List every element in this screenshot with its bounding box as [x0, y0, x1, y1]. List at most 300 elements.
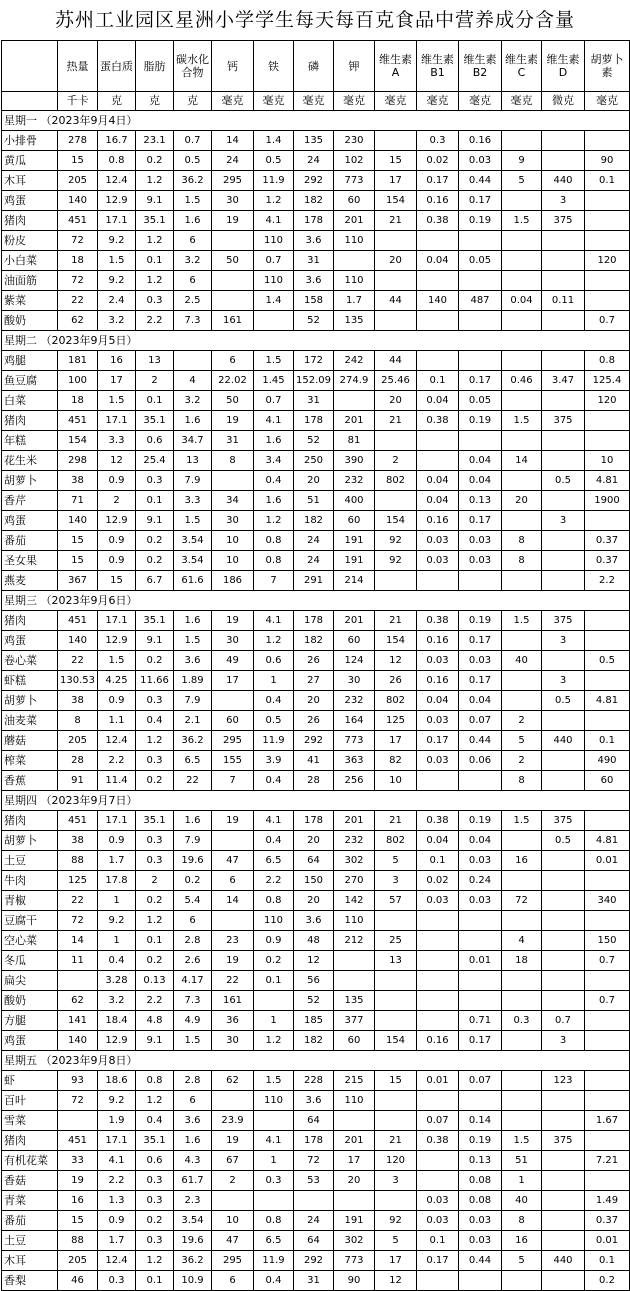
food-name-cell: 扁尖 — [2, 971, 58, 991]
value-cell: 0.3 — [136, 751, 174, 771]
day-label: 星期五 （2023年9月8日） — [2, 1051, 630, 1071]
table-row — [2, 991, 630, 1011]
value-cell: 0.16 — [459, 131, 502, 151]
value-cell: 34 — [212, 491, 254, 511]
value-cell — [212, 831, 254, 851]
value-cell — [375, 431, 417, 451]
value-cell: 3.2 — [98, 311, 136, 331]
value-cell: 0.7 — [585, 311, 630, 331]
value-cell: 11.4 — [98, 771, 136, 791]
value-cell: 0.01 — [585, 851, 630, 871]
value-cell: 0.38 — [417, 1131, 459, 1151]
value-cell: 16.7 — [98, 131, 136, 151]
value-cell: 182 — [294, 631, 334, 651]
value-cell: 377 — [334, 1011, 375, 1031]
value-cell: 17.1 — [98, 211, 136, 231]
value-cell: 60 — [334, 631, 375, 651]
value-cell: 8 — [502, 531, 542, 551]
value-cell — [334, 391, 375, 411]
value-cell: 0.8 — [254, 891, 294, 911]
header-cell: 热量 — [58, 41, 98, 92]
table-row — [2, 251, 630, 271]
value-cell — [585, 1031, 630, 1051]
value-cell: 0.5 — [174, 151, 212, 171]
value-cell: 102 — [334, 151, 375, 171]
value-cell — [585, 191, 630, 211]
value-cell: 0.7 — [542, 1011, 585, 1031]
value-cell: 19 — [212, 951, 254, 971]
value-cell: 120 — [585, 391, 630, 411]
value-cell: 0.2 — [585, 1271, 630, 1291]
table-row — [2, 611, 630, 631]
value-cell — [542, 951, 585, 971]
value-cell: 1.5 — [502, 611, 542, 631]
page-title: 苏州工业园区星洲小学学生每天每百克食品中营养成分含量 — [54, 9, 575, 31]
value-cell — [542, 351, 585, 371]
food-name-cell: 油麦菜 — [2, 711, 58, 731]
value-cell: 1.5 — [254, 351, 294, 371]
value-cell: 19 — [212, 611, 254, 631]
value-cell: 802 — [375, 831, 417, 851]
value-cell: 125 — [375, 711, 417, 731]
value-cell: 6 — [174, 911, 212, 931]
value-cell: 0.17 — [459, 191, 502, 211]
value-cell — [502, 191, 542, 211]
header-cell: 维生素B1 — [417, 41, 459, 92]
value-cell: 0.4 — [254, 831, 294, 851]
value-cell: 1.2 — [136, 1091, 174, 1111]
value-cell: 773 — [334, 171, 375, 191]
table-row — [2, 491, 630, 511]
value-cell: 38 — [58, 471, 98, 491]
value-cell: 7.3 — [174, 991, 212, 1011]
value-cell: 0.1 — [136, 1271, 174, 1291]
value-cell: 20 — [375, 391, 417, 411]
value-cell: 46 — [58, 1271, 98, 1291]
value-cell: 150 — [294, 871, 334, 891]
value-cell: 3.2 — [98, 991, 136, 1011]
value-cell: 57 — [375, 891, 417, 911]
table-row — [2, 651, 630, 671]
value-cell: 278 — [58, 131, 98, 151]
food-name-cell: 粉皮 — [2, 231, 58, 251]
value-cell: 2 — [502, 711, 542, 731]
value-cell: 0.9 — [254, 931, 294, 951]
value-cell: 21 — [375, 1131, 417, 1151]
food-name-cell: 牛肉 — [2, 871, 58, 891]
value-cell — [542, 651, 585, 671]
value-cell: 802 — [375, 471, 417, 491]
table-row — [2, 711, 630, 731]
value-cell: 0.3 — [136, 1171, 174, 1191]
table-row — [2, 171, 630, 191]
value-cell: 201 — [334, 811, 375, 831]
value-cell: 19 — [58, 1171, 98, 1191]
value-cell: 451 — [58, 411, 98, 431]
value-cell — [542, 971, 585, 991]
table-row — [2, 1231, 630, 1251]
value-cell: 0.17 — [459, 671, 502, 691]
table-row — [2, 1171, 630, 1191]
value-cell: 0.03 — [459, 651, 502, 671]
value-cell: 201 — [334, 211, 375, 231]
value-cell — [502, 691, 542, 711]
value-cell: 1.6 — [254, 431, 294, 451]
value-cell: 47 — [212, 1231, 254, 1251]
value-cell: 228 — [294, 1071, 334, 1091]
value-cell — [459, 311, 502, 331]
table-row — [2, 391, 630, 411]
value-cell: 120 — [375, 1151, 417, 1171]
value-cell: 0.08 — [459, 1191, 502, 1211]
header-cell: 维生素C — [502, 41, 542, 92]
value-cell: 17 — [212, 671, 254, 691]
value-cell: 140 — [58, 631, 98, 651]
value-cell: 91 — [58, 771, 98, 791]
value-cell: 0.5 — [254, 711, 294, 731]
value-cell: 0.17 — [459, 631, 502, 651]
value-cell: 3.28 — [98, 971, 136, 991]
value-cell: 0.38 — [417, 611, 459, 631]
table-row — [2, 891, 630, 911]
value-cell: 0.4 — [254, 691, 294, 711]
value-cell: 62 — [58, 311, 98, 331]
food-name-cell: 冬瓜 — [2, 951, 58, 971]
value-cell: 0.04 — [417, 691, 459, 711]
value-cell — [585, 1071, 630, 1091]
table-row — [2, 671, 630, 691]
value-cell: 1.5 — [502, 211, 542, 231]
value-cell: 0.8 — [98, 151, 136, 171]
value-cell: 178 — [294, 211, 334, 231]
value-cell: 0.3 — [136, 851, 174, 871]
value-cell — [585, 811, 630, 831]
value-cell: 0.19 — [459, 211, 502, 231]
value-cell: 12 — [98, 451, 136, 471]
value-cell: 0.8 — [254, 531, 294, 551]
value-cell: 24 — [294, 531, 334, 551]
value-cell — [502, 251, 542, 271]
value-cell: 0.03 — [459, 851, 502, 871]
value-cell: 0.8 — [254, 551, 294, 571]
value-cell: 19 — [212, 411, 254, 431]
value-cell: 140 — [58, 511, 98, 531]
value-cell: 72 — [294, 1151, 334, 1171]
value-cell: 16 — [502, 1231, 542, 1251]
value-cell: 201 — [334, 411, 375, 431]
value-cell: 4.25 — [98, 671, 136, 691]
value-cell: 0.9 — [98, 551, 136, 571]
value-cell — [502, 511, 542, 531]
value-cell: 72 — [502, 891, 542, 911]
value-cell: 17 — [375, 731, 417, 751]
value-cell — [542, 871, 585, 891]
value-cell: 375 — [542, 1131, 585, 1151]
value-cell: 17.1 — [98, 811, 136, 831]
value-cell: 182 — [294, 1031, 334, 1051]
value-cell: 142 — [334, 891, 375, 911]
value-cell: 38 — [58, 691, 98, 711]
value-cell: 0.17 — [459, 1031, 502, 1051]
value-cell: 0.4 — [136, 1111, 174, 1131]
value-cell: 9.2 — [98, 1091, 136, 1111]
value-cell: 0.14 — [459, 1111, 502, 1131]
value-cell: 232 — [334, 831, 375, 851]
value-cell: 30 — [334, 671, 375, 691]
value-cell: 161 — [212, 311, 254, 331]
value-cell: 1.49 — [585, 1191, 630, 1211]
value-cell: 0.3 — [98, 1271, 136, 1291]
value-cell — [375, 491, 417, 511]
value-cell: 11 — [58, 951, 98, 971]
value-cell — [502, 431, 542, 451]
value-cell: 60 — [334, 1031, 375, 1051]
value-cell: 16 — [502, 851, 542, 871]
value-cell: 9.1 — [136, 631, 174, 651]
value-cell: 60 — [585, 771, 630, 791]
value-cell — [542, 431, 585, 451]
value-cell — [542, 131, 585, 151]
value-cell: 1.5 — [174, 631, 212, 651]
value-cell: 16 — [58, 1191, 98, 1211]
value-cell: 23.1 — [136, 131, 174, 151]
value-cell: 0.2 — [136, 951, 174, 971]
value-cell: 0.01 — [459, 951, 502, 971]
value-cell: 110 — [254, 911, 294, 931]
value-cell: 1.6 — [254, 491, 294, 511]
value-cell: 0.7 — [254, 391, 294, 411]
food-name-cell: 木耳 — [2, 171, 58, 191]
value-cell — [459, 231, 502, 251]
value-cell: 5 — [375, 851, 417, 871]
table-row — [2, 931, 630, 951]
table-row — [2, 771, 630, 791]
value-cell — [459, 351, 502, 371]
value-cell — [502, 991, 542, 1011]
value-cell — [375, 911, 417, 931]
value-cell — [502, 971, 542, 991]
value-cell: 0.5 — [254, 151, 294, 171]
value-cell: 15 — [58, 531, 98, 551]
value-cell: 18 — [58, 391, 98, 411]
value-cell — [375, 131, 417, 151]
value-cell: 0.03 — [417, 531, 459, 551]
value-cell: 0.03 — [459, 891, 502, 911]
value-cell: 0.04 — [417, 471, 459, 491]
value-cell: 71 — [58, 491, 98, 511]
value-cell: 2 — [375, 451, 417, 471]
value-cell: 0.11 — [542, 291, 585, 311]
value-cell: 0.3 — [136, 831, 174, 851]
value-cell: 20 — [375, 251, 417, 271]
value-cell: 8 — [58, 711, 98, 731]
value-cell — [585, 1011, 630, 1031]
value-cell: 0.2 — [136, 771, 174, 791]
table-row — [2, 971, 630, 991]
value-cell: 10 — [212, 551, 254, 571]
unit-cell: 毫克 — [459, 92, 502, 111]
food-name-cell: 白菜 — [2, 391, 58, 411]
value-cell — [417, 951, 459, 971]
header-cell: 铁 — [254, 41, 294, 92]
value-cell — [459, 991, 502, 1011]
food-name-cell: 小白菜 — [2, 251, 58, 271]
value-cell: 1 — [254, 1151, 294, 1171]
value-cell: 0.13 — [136, 971, 174, 991]
value-cell: 178 — [294, 1131, 334, 1151]
value-cell: 6.7 — [136, 571, 174, 591]
food-name-cell: 空心菜 — [2, 931, 58, 951]
value-cell: 375 — [542, 611, 585, 631]
value-cell: 9.2 — [98, 271, 136, 291]
value-cell: 35.1 — [136, 811, 174, 831]
value-cell: 0.04 — [417, 491, 459, 511]
day-header-row — [2, 791, 630, 811]
value-cell — [585, 291, 630, 311]
value-cell: 19 — [212, 211, 254, 231]
value-cell: 10 — [212, 1211, 254, 1231]
value-cell: 15 — [375, 151, 417, 171]
value-cell: 0.37 — [585, 531, 630, 551]
value-cell: 20 — [294, 691, 334, 711]
value-cell: 35.1 — [136, 211, 174, 231]
value-cell — [585, 911, 630, 931]
value-cell: 15 — [58, 551, 98, 571]
value-cell: 25.46 — [375, 371, 417, 391]
value-cell: 40 — [502, 651, 542, 671]
value-cell: 161 — [212, 991, 254, 1011]
value-cell: 17.8 — [98, 871, 136, 891]
value-cell — [417, 931, 459, 951]
value-cell — [334, 971, 375, 991]
table-row — [2, 1011, 630, 1031]
table-row — [2, 471, 630, 491]
table-row — [2, 311, 630, 331]
value-cell: 7.3 — [174, 311, 212, 331]
value-cell: 0.2 — [136, 1211, 174, 1231]
value-cell: 92 — [375, 1211, 417, 1231]
value-cell — [212, 1091, 254, 1111]
food-name-cell: 鸡蛋 — [2, 511, 58, 531]
value-cell: 4.3 — [174, 1151, 212, 1171]
value-cell: 298 — [58, 451, 98, 471]
value-cell: 1.2 — [136, 231, 174, 251]
value-cell — [502, 231, 542, 251]
value-cell — [417, 311, 459, 331]
value-cell: 215 — [334, 1071, 375, 1091]
value-cell: 92 — [375, 531, 417, 551]
value-cell — [502, 271, 542, 291]
table-row — [2, 531, 630, 551]
day-label: 星期四 （2023年9月7日） — [2, 791, 630, 811]
table-row — [2, 571, 630, 591]
value-cell: 9.1 — [136, 1031, 174, 1051]
value-cell: 140 — [58, 1031, 98, 1051]
value-cell — [212, 231, 254, 251]
value-cell — [585, 271, 630, 291]
food-name-cell: 酸奶 — [2, 991, 58, 1011]
value-cell: 154 — [375, 511, 417, 531]
value-cell: 125 — [58, 871, 98, 891]
value-cell: 182 — [294, 511, 334, 531]
unit-cell: 毫克 — [502, 92, 542, 111]
value-cell — [585, 671, 630, 691]
value-cell: 0.6 — [136, 1151, 174, 1171]
value-cell: 4.81 — [585, 691, 630, 711]
table-row — [2, 451, 630, 471]
value-cell: 0.03 — [417, 1211, 459, 1231]
value-cell: 0.01 — [417, 1071, 459, 1091]
value-cell: 0.1 — [417, 1231, 459, 1251]
value-cell: 0.6 — [254, 651, 294, 671]
value-cell: 0.17 — [459, 511, 502, 531]
value-cell: 21 — [375, 811, 417, 831]
value-cell — [417, 971, 459, 991]
unit-cell: 克 — [98, 92, 136, 111]
value-cell: 451 — [58, 611, 98, 631]
value-cell: 3 — [542, 511, 585, 531]
food-name-cell: 卷心菜 — [2, 651, 58, 671]
value-cell: 250 — [294, 451, 334, 471]
value-cell: 35.1 — [136, 611, 174, 631]
value-cell: 28 — [294, 771, 334, 791]
value-cell: 6.5 — [254, 1231, 294, 1251]
value-cell — [417, 571, 459, 591]
value-cell: 2.4 — [98, 291, 136, 311]
value-cell — [212, 291, 254, 311]
table-row — [2, 811, 630, 831]
value-cell: 140 — [58, 191, 98, 211]
value-cell — [375, 1091, 417, 1111]
value-cell: 2.2 — [98, 1171, 136, 1191]
value-cell: 82 — [375, 751, 417, 771]
value-cell — [542, 991, 585, 1011]
value-cell: 0.38 — [417, 411, 459, 431]
food-name-cell: 有机花菜 — [2, 1151, 58, 1171]
value-cell — [542, 251, 585, 271]
value-cell — [459, 271, 502, 291]
table-row — [2, 291, 630, 311]
header-cell: 钙 — [212, 41, 254, 92]
value-cell: 150 — [585, 931, 630, 951]
value-cell: 19 — [212, 1131, 254, 1151]
value-cell: 25 — [375, 931, 417, 951]
value-cell — [585, 231, 630, 251]
value-cell: 0.3 — [136, 691, 174, 711]
value-cell: 135 — [334, 991, 375, 1011]
food-name-cell: 燕麦 — [2, 571, 58, 591]
unit-cell: 毫克 — [294, 92, 334, 111]
food-name-cell: 胡萝卜 — [2, 471, 58, 491]
value-cell: 0.7 — [585, 991, 630, 1011]
value-cell — [585, 211, 630, 231]
value-cell — [542, 911, 585, 931]
value-cell: 2 — [212, 1171, 254, 1191]
value-cell: 0.8 — [136, 1071, 174, 1091]
value-cell: 4.1 — [254, 1131, 294, 1151]
value-cell: 1.5 — [174, 511, 212, 531]
value-cell — [459, 1271, 502, 1291]
value-cell: 773 — [334, 731, 375, 751]
value-cell: 242 — [334, 351, 375, 371]
value-cell: 4.9 — [174, 1011, 212, 1031]
value-cell: 3.6 — [294, 271, 334, 291]
value-cell: 232 — [334, 691, 375, 711]
value-cell: 0.71 — [459, 1011, 502, 1031]
value-cell: 292 — [294, 1251, 334, 1271]
value-cell: 21 — [375, 611, 417, 631]
value-cell: 3.6 — [174, 1111, 212, 1131]
